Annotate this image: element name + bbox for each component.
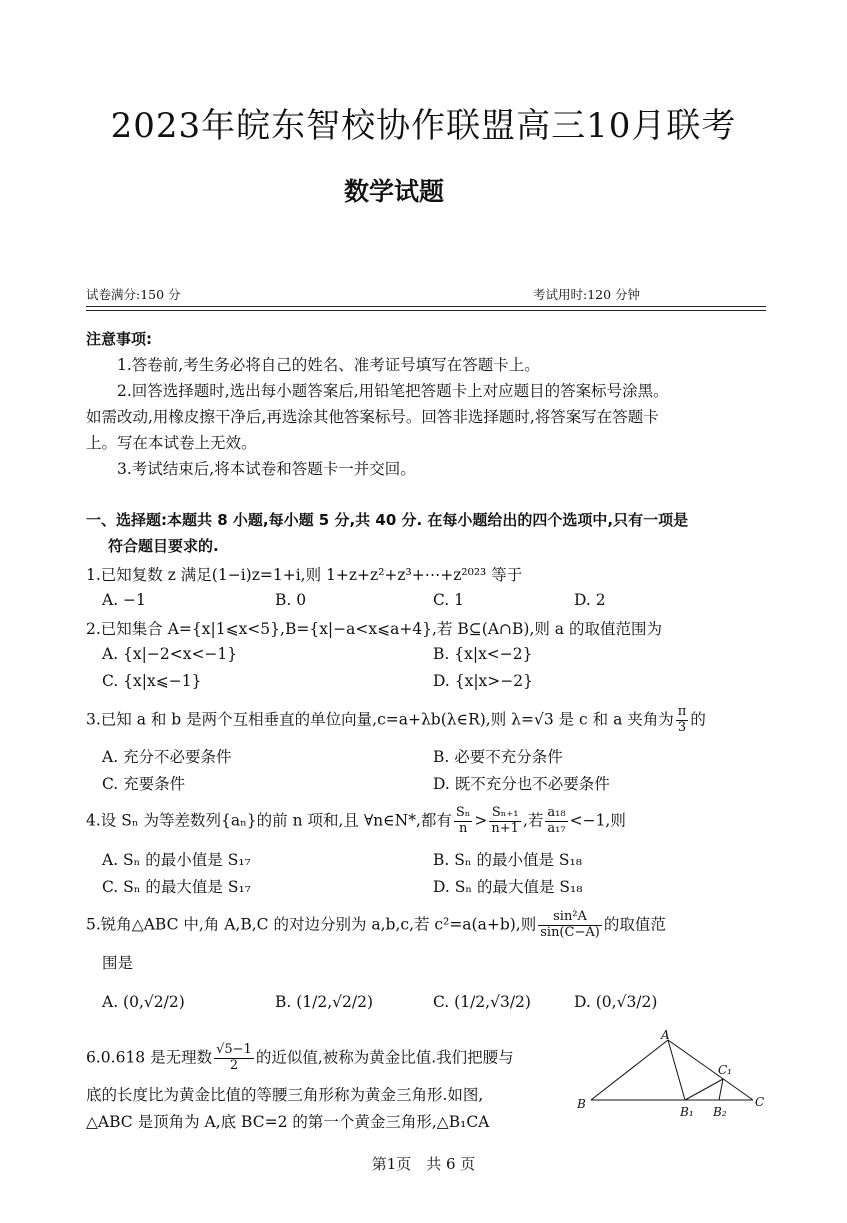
q3-frac-num: π	[677, 704, 687, 719]
fig-label-a: A	[661, 1030, 670, 1042]
q5-fraction	[538, 910, 602, 941]
question-1-stem: 1.已知复数 z 满足(1−i)z=1+i,则 1+z+z²+z³+⋯+z²⁰²³ 等于	[86, 566, 523, 584]
q3-option-a: A. 充分不必要条件	[102, 748, 232, 766]
q5-stem-end: 的取值范	[603, 915, 666, 934]
fig-label-c: C	[755, 1095, 765, 1109]
fig-label-b1: B₁	[680, 1105, 694, 1119]
q2-option-c: C. {x|x⩽−1}	[102, 672, 202, 690]
q1-option-a: A. −1	[102, 591, 146, 609]
fig-label-c1: C₁	[718, 1063, 732, 1077]
notice-item-3: 3.考试结束后,将本试卷和答题卡一并交回。	[117, 460, 416, 478]
q3-option-c: C. 充要条件	[102, 775, 186, 793]
fig-label-b2: B₂	[713, 1105, 727, 1119]
notice-item-2b: 如需改动,用橡皮擦干净后,再选涂其他答案标号。回答非选择题时,将答案写在答题卡	[86, 408, 659, 426]
q6-fraction	[214, 1043, 254, 1074]
q1-option-d: D. 2	[574, 591, 606, 609]
notice-item-2a: 2.回答选择题时,选出每小题答案后,用铅笔把答题卡上对应题目的答案标号涂黑。	[117, 382, 669, 400]
q4-f2-num: Sₙ₊₁	[489, 806, 521, 822]
q4-option-c: C. Sₙ 的最大值是 S₁₇	[102, 878, 251, 896]
q4-gt: >	[474, 811, 488, 830]
q5-stem-text: 5.锐角△ABC 中,角 A,B,C 的对边分别为 a,b,c,若 c²=a(a+b),则	[86, 915, 537, 934]
question-5-stem	[86, 910, 666, 941]
question-5-stem-cont: 围是	[102, 954, 134, 972]
q5-option-d: D. (0,√3/2)	[574, 993, 658, 1011]
section-heading-cont: 符合题目要求的.	[108, 537, 219, 555]
header-rule-thick	[86, 306, 766, 307]
golden-triangle-figure	[573, 1030, 773, 1125]
q5-frac-den: sin(C−A)	[540, 924, 600, 940]
question-3-stem	[86, 705, 706, 736]
q4-stem-text: 4.设 Sₙ 为等差数列{aₙ}的前 n 项和,且 ∀n∈N*,都有	[86, 811, 452, 830]
question-6-line-2: 底的长度比为黄金比值的等腰三角形称为黄金三角形.如图,	[86, 1086, 484, 1104]
subject-title: 数学试题	[343, 177, 444, 206]
duration-label: 考试用时:120 分钟	[533, 287, 641, 302]
full-score-label: 试卷满分:150 分	[86, 287, 181, 302]
q4-stem-end: <−1,则	[569, 811, 626, 830]
q5-option-c: C. (1/2,√3/2)	[433, 993, 531, 1011]
q6-stem-rest: 的近似值,被称为黄金比值.我们把腰与	[255, 1048, 514, 1067]
question-6-line-3: △ABC 是顶角为 A,底 BC=2 的第一个黄金三角形,△B₁CA	[86, 1113, 490, 1131]
page-footer: 第1页 共 6 页	[371, 1155, 476, 1173]
q4-fraction-3	[545, 806, 567, 837]
question-2-stem: 2.已知集合 A={x|1⩽x<5},B={x|−a<x⩽a+4},若 B⊆(A∩B),则 a 的取值范围为	[86, 620, 662, 638]
q3-frac-den: 3	[677, 719, 687, 735]
exam-title: 2023年皖东智校协作联盟高三10月联考	[110, 106, 737, 146]
q1-option-c: C. 1	[433, 591, 465, 609]
q6-frac-den: 2	[229, 1057, 239, 1073]
q2-option-d: D. {x|x>−2}	[433, 672, 533, 690]
header-rule-thin	[86, 310, 766, 311]
q4-f3-den: a₁₇	[547, 820, 566, 836]
q5-frac-num: sin²A	[538, 910, 602, 926]
q4-fraction-2	[489, 806, 521, 837]
q1-option-b: B. 0	[275, 591, 307, 609]
q3-stem-end: 的	[690, 710, 706, 729]
q3-option-d: D. 既不充分也不必要条件	[433, 775, 610, 793]
q4-f2-den: n+1	[491, 820, 519, 836]
q2-option-b: B. {x|x<−2}	[433, 645, 533, 663]
notice-heading: 注意事项:	[86, 330, 152, 348]
fig-label-b: B	[577, 1097, 586, 1111]
q4-option-d: D. Sₙ 的最大值是 S₁₈	[433, 878, 583, 896]
question-4-stem	[86, 806, 626, 837]
q3-stem-text: 3.已知 a 和 b 是两个互相垂直的单位向量,c=a+λb(λ∈R),则 λ=√3 是 c 和 a 夹角为	[86, 710, 674, 729]
notice-item-1: 1.答卷前,考生务必将自己的姓名、准考证号填写在答题卡上。	[117, 356, 540, 374]
q2-option-a: A. {x|−2<x<−1}	[102, 645, 238, 663]
q3-option-b: B. 必要不充分条件	[433, 748, 563, 766]
q4-option-a: A. Sₙ 的最小值是 S₁₇	[102, 851, 251, 869]
q3-fraction	[676, 705, 689, 736]
q6-stem-text: 6.0.618 是无理数	[86, 1048, 213, 1067]
q4-option-b: B. Sₙ 的最小值是 S₁₈	[433, 851, 582, 869]
q4-mid: ,若	[522, 811, 544, 830]
notice-item-2c: 上。写在本试卷上无效。	[86, 434, 257, 452]
q5-option-a: A. (0,√2/2)	[102, 993, 185, 1011]
q4-f1-num: Sₙ	[455, 805, 471, 820]
question-6-stem	[86, 1043, 514, 1074]
q6-frac-num: √5−1	[216, 1042, 252, 1057]
q4-f3-num: a₁₈	[547, 805, 566, 820]
q4-fraction-1	[454, 806, 473, 837]
q5-option-b: B. (1/2,√2/2)	[275, 993, 374, 1011]
section-heading: 一、选择题:本题共 8 小题,每小题 5 分,共 40 分. 在每小题给出的四个选项中,只有一项是	[86, 511, 689, 529]
q4-f1-den: n	[458, 820, 468, 836]
